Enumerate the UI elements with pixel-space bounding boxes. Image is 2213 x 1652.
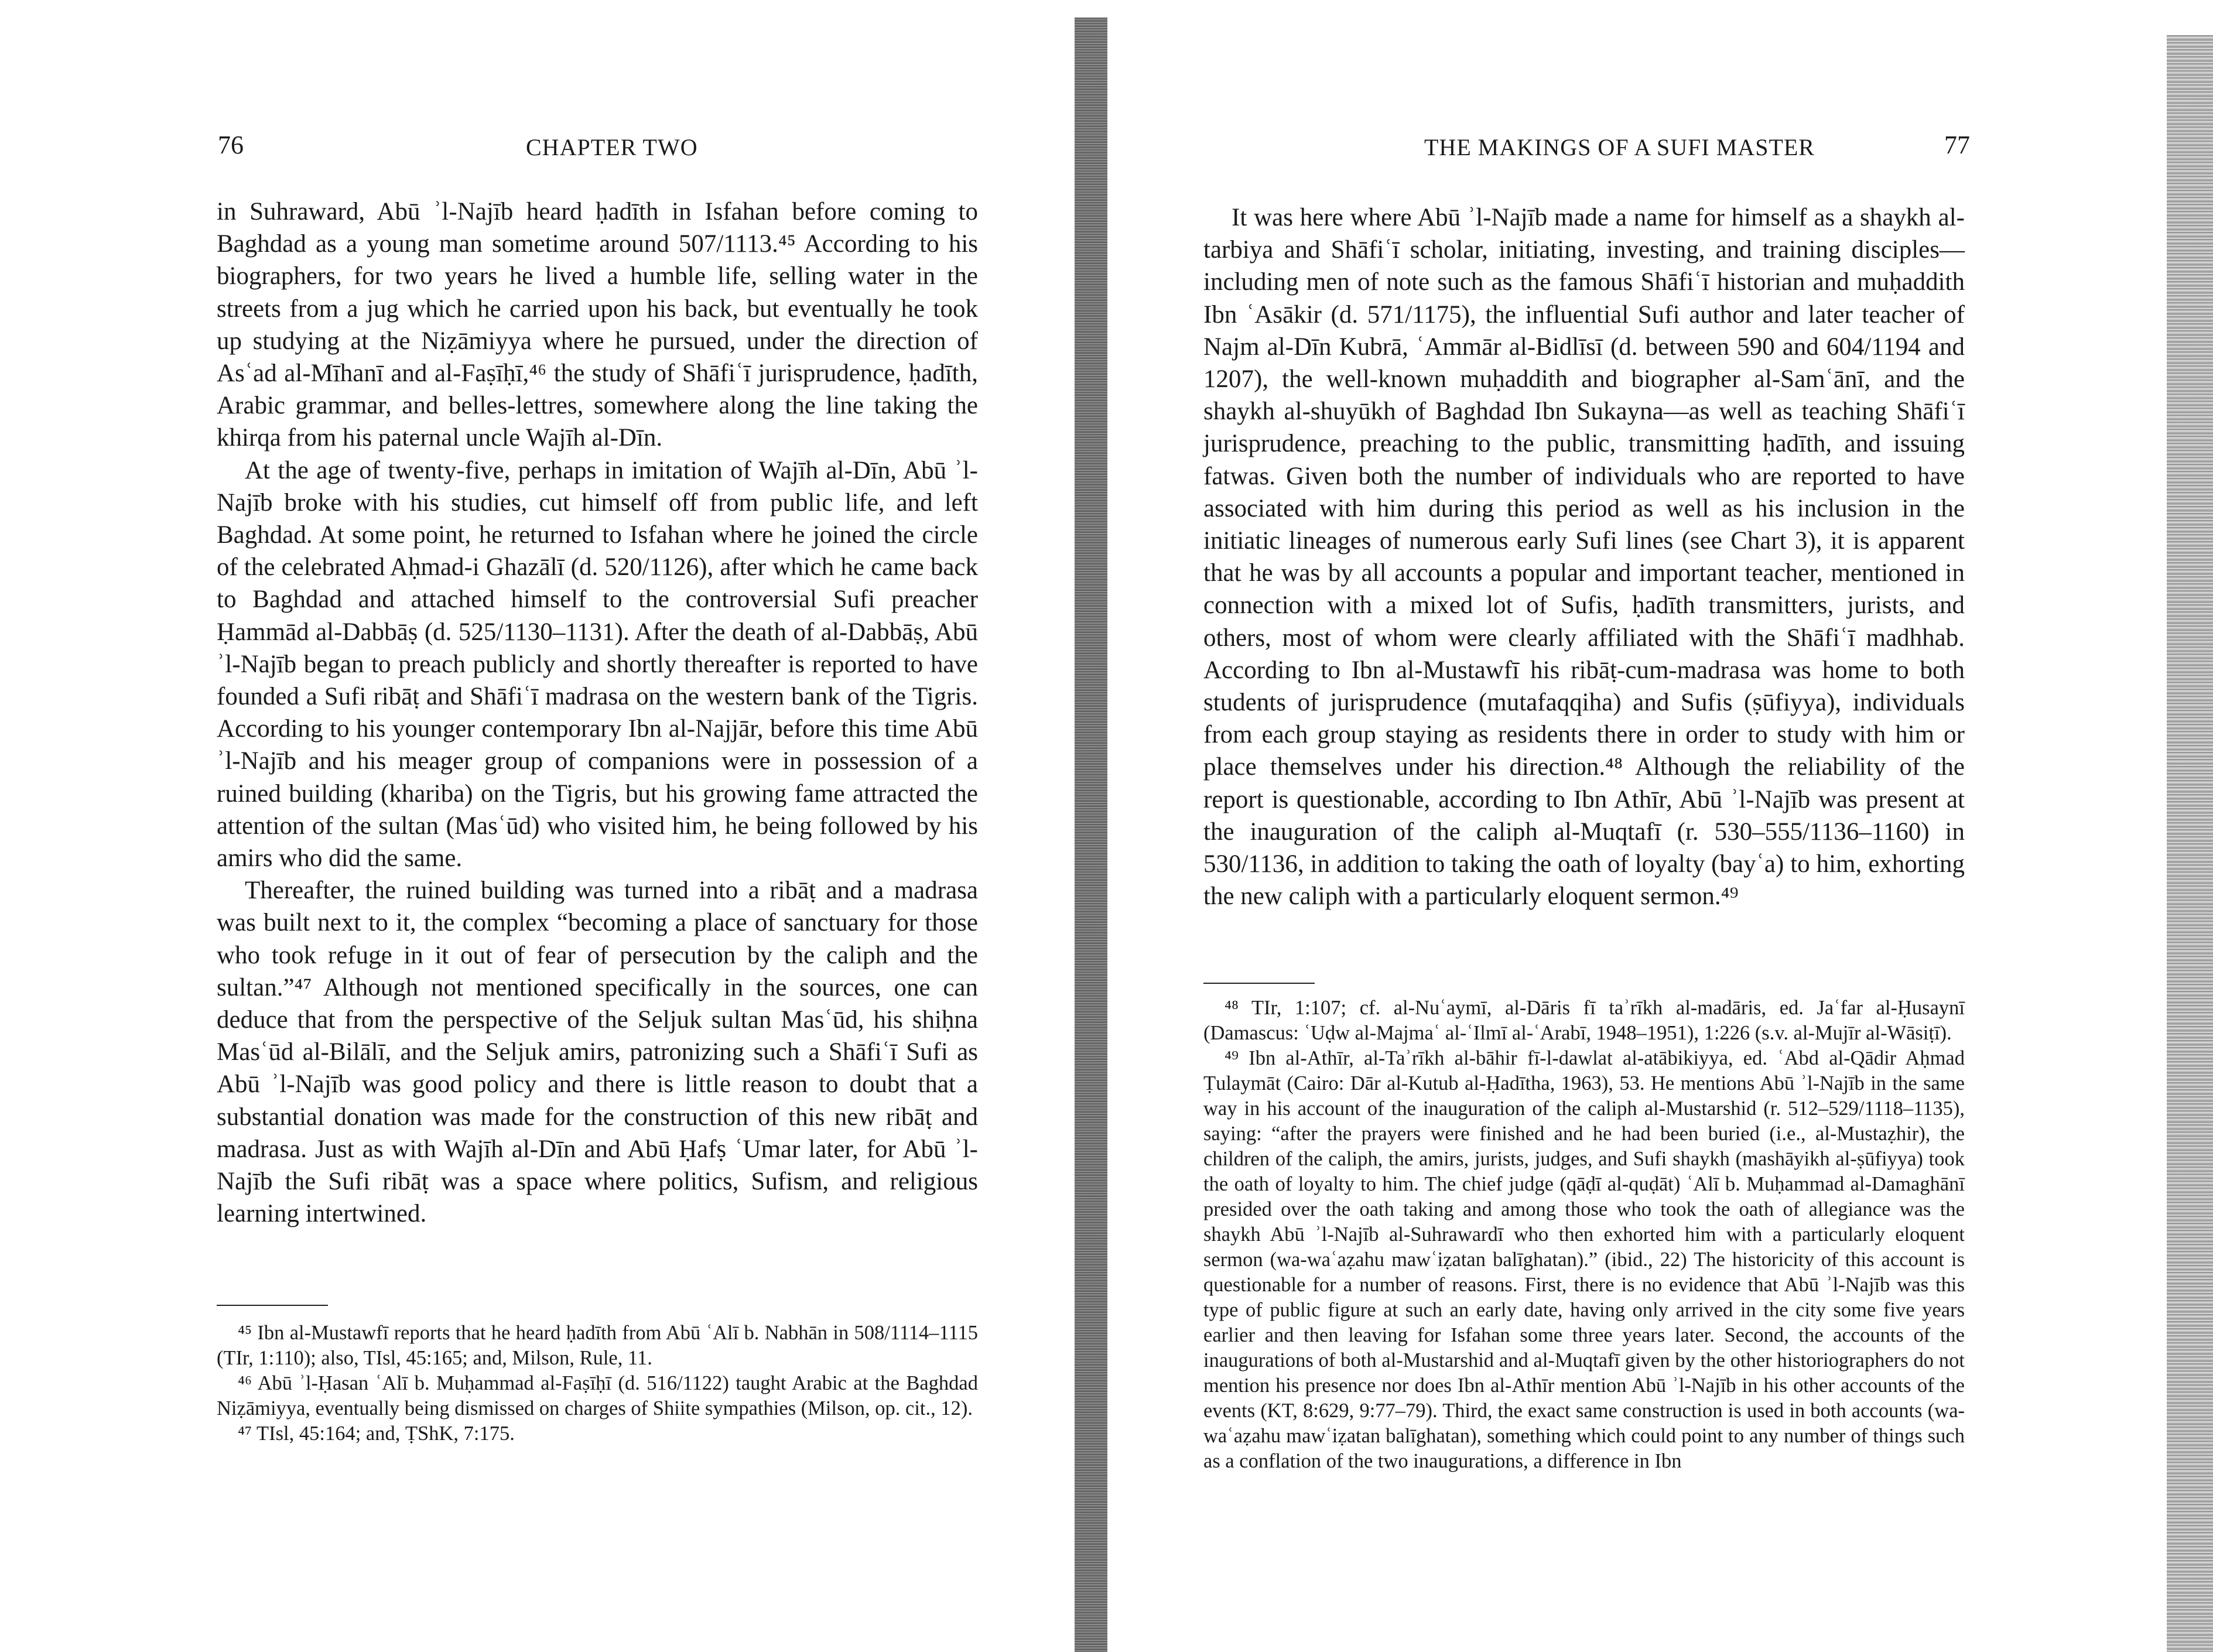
footnote-rule <box>1203 983 1315 984</box>
footnote: ⁴⁶ Abū ʾl-Ḥasan ʿAlī b. Muḥammad al-Faṣīḥī (d. 516/1122) taught Arabic at the Baghdad Niẓāmiyya, eventually being dismissed on charges of Shiite sympathies (Milson, op. cit., 12). <box>217 1372 978 1420</box>
paragraph: Thereafter, the ruined building was turned into a ribāṭ and a madrasa was built next to it, the complex “becoming a place of sanctuary for those who took refuge in it out of fear of persecution by the caliph and the sultan.”⁴⁷ Although not mentioned specifically in the sources, one can deduce that from the perspective of the Seljuk sultan Masʿūd, his shiḥna Masʿūd al-Bilālī, and the Seljuk amirs, patronizing such a Shāfiʿī Sufi as Abū ʾl-Najīb was good policy and there is little reason to doubt that a substantial donation was made for the construction of this new ribāṭ and madrasa. Just as with Wajīh al-Dīn and Abū Ḥafṣ ʿUmar later, for Abū ʾl-Najīb the Sufi ribāṭ was a space where politics, Sufism, and religious learning intertwined. <box>217 877 978 1228</box>
running-head-left: CHAPTER TWO <box>526 134 698 160</box>
paragraph: in Suhraward, Abū ʾl-Najīb heard ḥadīth in Isfahan before coming to Baghdad as a young man sometime around 507/1113.⁴⁵ According to his biographers, for two years he lived a humble life, selling water in the streets from a jug which he carried upon his back, but eventually he took up studying at the Niẓāmiyya where he pursued, under the direction of Asʿad al-Mīhanī and al-Faṣīḥī,⁴⁶ the study of Shāfiʿī jurisprudence, ḥadīth, Arabic grammar, and belles-lettres, somewhere along the line taking the khirqa from his paternal uncle Wajīh al-Dīn. <box>217 198 978 452</box>
paragraph: At the age of twenty-five, perhaps in imitation of Wajīh al-Dīn, Abū ʾl-Najīb broke with his studies, cut himself off from public life, and left Baghdad. At some point, he returned to Isfahan where he joined the circle of the celebrated Aḥmad-i Ghazālī (d. 520/1126), after which he came back to Baghdad and attached himself to the controversial Sufi preacher Ḥammād al-Dabbāṣ (d. 525/1130–1131). After the death of al-Dabbāṣ, Abū ʾl-Najīb began to preach publicly and shortly thereafter is reported to have founded a Sufi ribāṭ and Shāfiʿī madrasa on the western bank of the Tigris. According to his younger contemporary Ibn al-Najjār, before this time Abū ʾl-Najīb and his meager group of companions were in possession of a ruined building (khariba) on the Tigris, but his growing fame attracted the attention of the sultan (Masʿūd) who visited him, he being followed by his amirs who did the same. <box>217 456 978 873</box>
footnote: ⁴⁷ TIsl, 45:164; and, ṬShK, 7:175. <box>238 1422 515 1445</box>
page-number-left: 76 <box>218 131 244 159</box>
running-head-right: THE MAKINGS OF A SUFI MASTER <box>1424 134 1815 160</box>
left-body-text <box>217 196 978 1230</box>
right-page <box>1113 0 2213 1652</box>
footnote-rule <box>217 1305 328 1306</box>
footnote: ⁴⁵ Ibn al-Mustawfī reports that he heard ḥadīth from Abū ʿAlī b. Nabhān in 508/1114–1115 (TIr, 1:110); also, TIsl, 45:165; and, Milson, Rule, 11. <box>217 1322 978 1369</box>
book-gutter <box>1075 18 1107 1652</box>
page-number-right: 77 <box>1944 131 1970 159</box>
footnote: ⁴⁹ Ibn al-Athīr, al-Taʾrīkh al-bāhir fī-l-dawlat al-atābikiyya, ed. ʿAbd al-Qādir Aḥmad Ṭulaymāt (Cairo: Dār al-Kutub al-Ḥadītha, 1963), 53. He mentions Abū ʾl-Najīb in the same way in his account of the inauguration of the caliph al-Mustarshid (r. 512–529/1118–1135), saying: “after the prayers were finished and he had been buried (i.e., al-Mustaẓhir), the children of the caliph, the amirs, jurists, judges, and Sufi shaykh (mashāyikh al-ṣūfiyya) took the oath of loyalty to him. The chief judge (qāḍī al-quḍāt) ʿAlī b. Muḥammad al-Damaghānī presided over the oath taking and among those who took the oath of allegiance was the shaykh Abū ʾl-Najīb al-Suhrawardī who then exhorted him with a particularly eloquent sermon (wa-waʿaẓahu mawʿiẓatan balīghatan).” (ibid., 22) The historicity of this account is questionable for a number of reasons. First, there is no evidence that Abū ʾl-Najīb was this type of public figure at such an early date, having only arrived in the city some five years earlier and then leaving for Isfahan some three years later. Second, the accounts of the inaugurations of both al-Mustarshid and al-Muqtafī given by the other historiographers do not mention his presence nor does Ibn al-Athīr mention Abū ʾl-Najīb in his other accounts of the events (KT, 8:629, 9:77–79). Third, the exact same construction is used in both accounts (wa-waʿaẓahu mawʿiẓatan balīghatan), something which could point to any number of things such as a conflation of the two inaugurations, a difference in Ibn <box>1203 1047 1965 1472</box>
footnote: ⁴⁸ TIr, 1:107; cf. al-Nuʿaymī, al-Dāris fī taʾrīkh al-madāris, ed. Jaʿfar al-Ḥusaynī (Damascus: ʿUḍw al-Majmaʿ al-ʿIlmī al-ʿArabī, 1948–1951), 1:226 (s.v. al-Mujīr al-Wāsiṭī). <box>1203 997 1965 1044</box>
left-footnotes <box>217 1321 978 1446</box>
right-footnotes <box>1203 996 1965 1474</box>
right-body-text <box>1203 201 1965 912</box>
paragraph: It was here where Abū ʾl-Najīb made a name for himself as a shaykh al-tarbiya and Shāfiʿī scholar, initiating, investing, and training disciples—including men of note such as the famous Shāfiʿī historian and muḥaddith Ibn ʿAsākir (d. 571/1175), the influential Sufi author and later teacher of Najm al-Dīn Kubrā, ʿAmmār al-Bidlīsī (d. between 590 and 604/1194 and 1207), the well-known muḥaddith and biographer al-Samʿānī, and the shaykh al-shuyūkh of Baghdad Ibn Sukayna—as well as teaching Shāfiʿī jurisprudence, preaching to the public, transmitting ḥadīth, and issuing fatwas. Given both the number of individuals who are reported to have associated with him during this period as well as his inclusion in the initiatic lineages of numerous early Sufi lines (see Chart 3), it is apparent that he was by all accounts a popular and important teacher, mentioned in connection with a mixed lot of Sufis, ḥadīth transmitters, jurists, and others, most of whom were clearly affiliated with the Shāfiʿī madhhab. According to Ibn al-Mustawfī his ribāṭ-cum-madrasa was home to both students of jurisprudence (mutafaqqiha) and Sufis (ṣūfiyya), individuals from each group staying as residents there in order to study with him or place themselves under his direction.⁴⁸ Although the reliability of the report is questionable, according to Ibn Athīr, Abū ʾl-Najīb was present at the inauguration of the caliph al-Muqtafī (r. 530–555/1136–1160) in 530/1136, in addition to taking the oath of loyalty (bayʿa) to him, exhorting the new caliph with a particularly eloquent sermon.⁴⁹ <box>1203 204 1965 911</box>
left-page <box>0 0 1066 1652</box>
